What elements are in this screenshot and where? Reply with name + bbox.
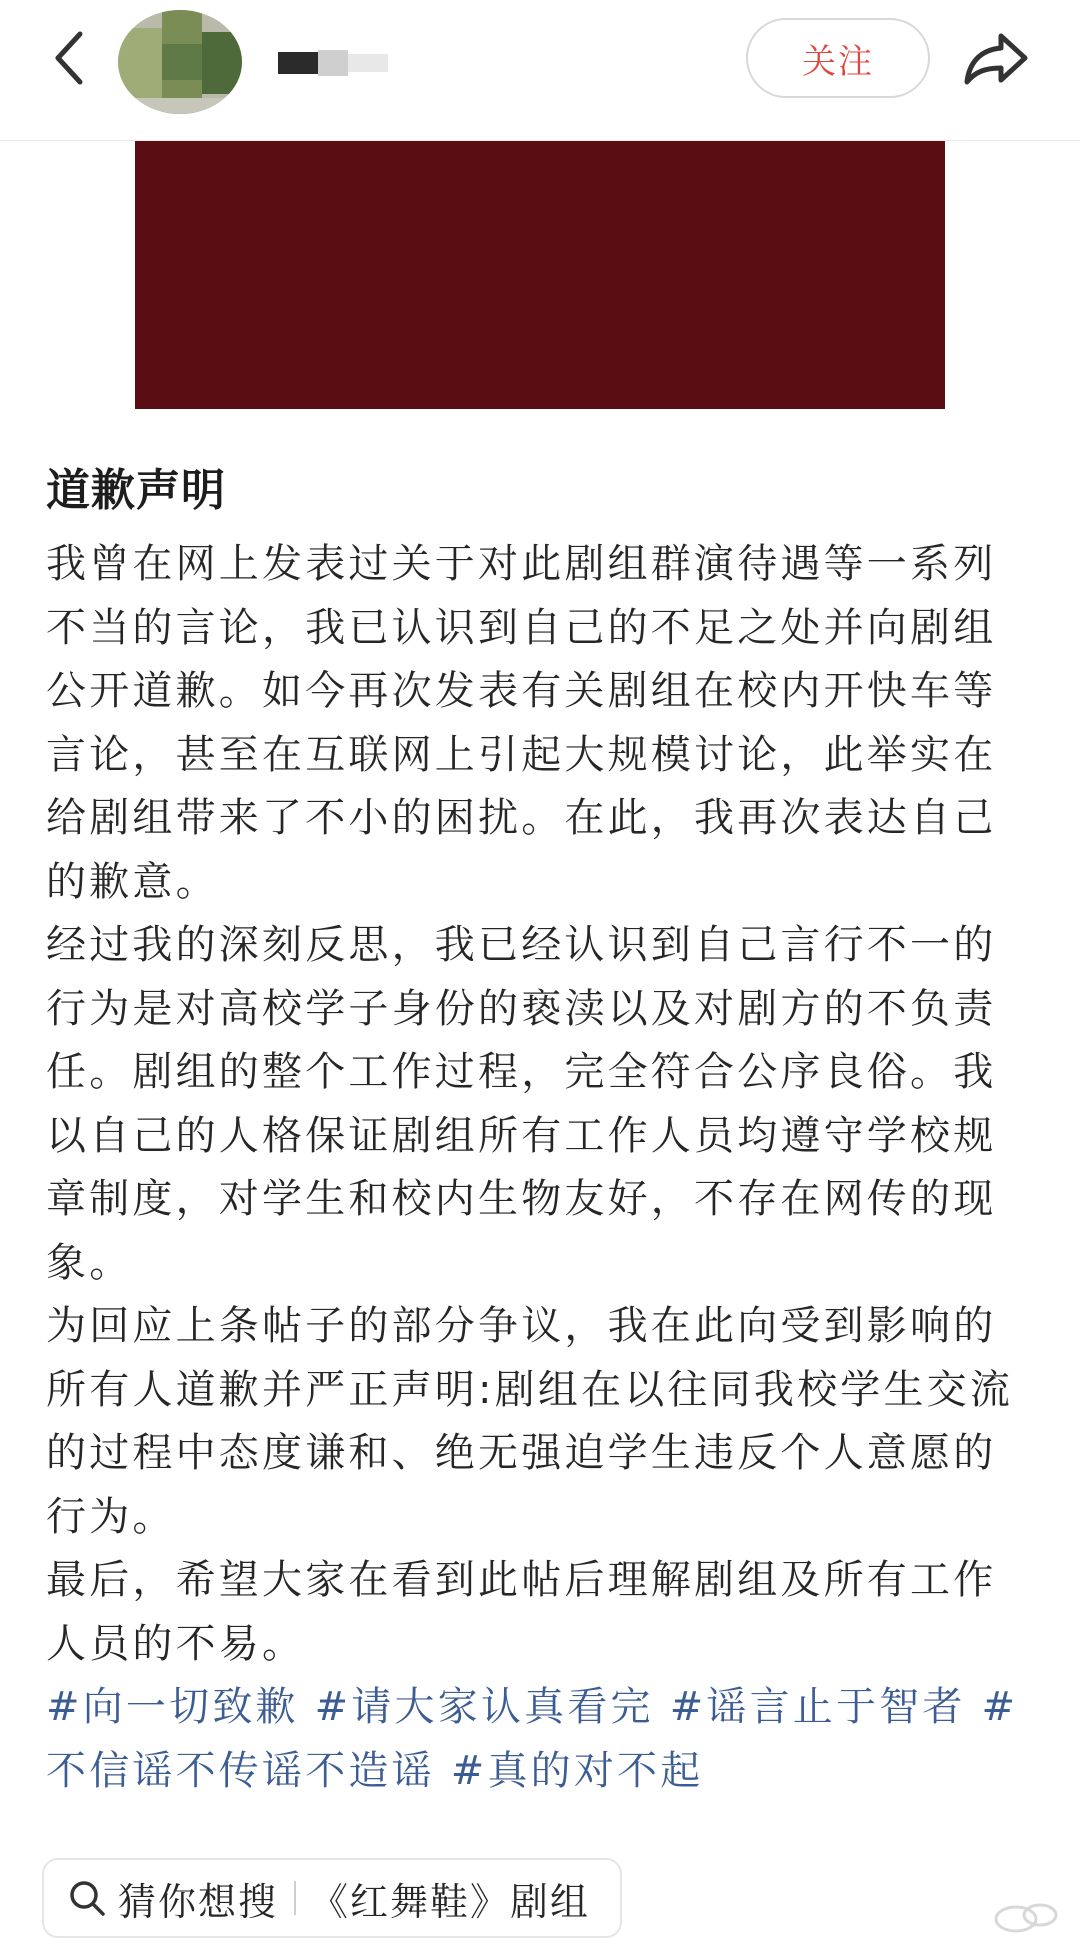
follow-button[interactable]: 关注 <box>746 18 930 98</box>
chevron-left-icon <box>50 28 86 88</box>
hashtag[interactable]: #请大家认真看完 <box>314 1684 654 1730</box>
post-image[interactable] <box>135 141 945 409</box>
search-suggestion-query: 《红舞鞋》剧组 <box>310 1879 591 1924</box>
watermark-icon <box>992 1895 1062 1935</box>
search-suggestion-prefix: 猜你想搜 <box>118 1879 279 1924</box>
back-button[interactable] <box>38 22 98 94</box>
hashtag-list <box>46 1676 1036 1803</box>
share-arrow-icon <box>961 28 1031 88</box>
hashtag[interactable]: #谣言止于智者 <box>669 1684 966 1730</box>
search-suggestion-chip[interactable] <box>42 1858 622 1938</box>
search-icon <box>66 1877 108 1919</box>
article-title: 道歉声明 <box>46 465 226 516</box>
paragraph-4: 最后，希望大家在看到此帖后理解剧组及所有工作人员的不易。 <box>46 1557 997 1667</box>
paragraph-1: 我曾在网上发表过关于对此剧组群演待遇等一系列不当的言论，我已认识到自己的不足之处并向剧组公开道歉。如今再次发表有关剧组在校内开快车等言论，甚至在互联网上引起大规模讨论，此举实在给剧组带来了不小的困扰。在此，我再次表达自己的歉意。 <box>46 541 997 905</box>
paragraph-2: 经过我的深刻反思，我已经认识到自己言行不一的行为是对高校学子身份的亵渎以及对剧方的不负责任。剧组的整个工作过程，完全符合公序良俗。我以自己的人格保证剧组所有工作人员均遵守学校规章制度，对学生和校内生物友好，不存在网传的现象。 <box>46 922 997 1286</box>
hashtag[interactable]: #不信谣不传谣不造谣 <box>46 1684 1019 1794</box>
share-button[interactable] <box>958 22 1034 94</box>
username[interactable] <box>278 40 398 80</box>
hashtag[interactable]: #真的对不起 <box>450 1747 704 1794</box>
top-bar <box>0 0 1080 141</box>
avatar[interactable] <box>118 10 242 114</box>
divider <box>294 1881 296 1915</box>
hashtag[interactable]: #向一切致歉 <box>46 1684 299 1730</box>
article-body <box>46 455 1036 1803</box>
paragraph-3: 为回应上条帖子的部分争议，我在此向受到影响的所有人道歉并严正声明:剧组在以往同我校学生交流的过程中态度谦和、绝无强迫学生违反个人意愿的行为。 <box>46 1303 1014 1540</box>
